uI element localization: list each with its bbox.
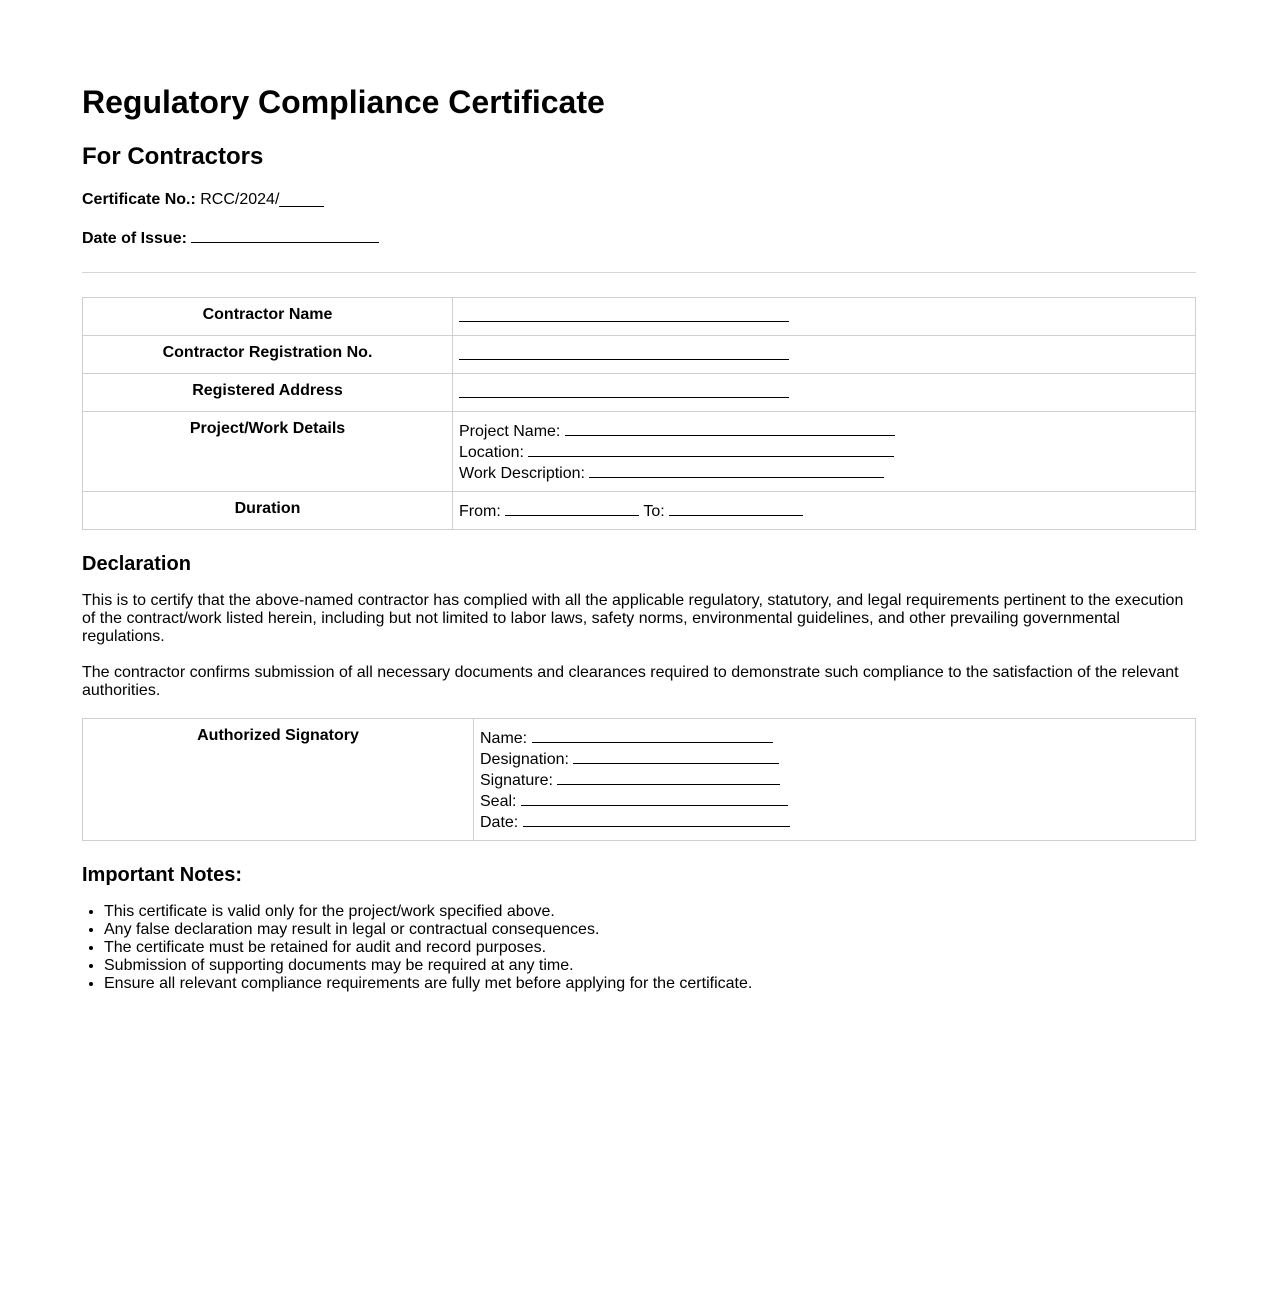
work-description-row — [459, 462, 1189, 483]
date-of-issue-blank[interactable] — [191, 227, 379, 243]
table-row — [83, 374, 1196, 412]
seal-row — [480, 790, 1189, 811]
registration-label: Contractor Registration No. — [83, 336, 453, 374]
location-row — [459, 441, 1189, 462]
contractor-details-table — [82, 297, 1196, 530]
contractor-name-label: Contractor Name — [83, 298, 453, 336]
project-name-label: Project Name: — [459, 423, 561, 440]
project-details-cell — [453, 412, 1196, 492]
address-label: Registered Address — [83, 374, 453, 412]
signatory-date-blank[interactable] — [523, 811, 790, 827]
certificate-number — [82, 191, 1196, 209]
signatory-name-blank[interactable] — [532, 727, 773, 743]
project-name-blank[interactable] — [565, 420, 895, 436]
signatory-date-row — [480, 811, 1189, 832]
date-of-issue — [82, 227, 1196, 248]
signature-blank[interactable] — [557, 769, 780, 785]
from-blank[interactable] — [505, 500, 639, 516]
contractor-name-blank[interactable] — [459, 306, 789, 322]
from-label: From: — [459, 503, 501, 520]
important-notes-list — [82, 903, 1196, 993]
registration-cell — [453, 336, 1196, 374]
list-item: • Ensure all relevant compliance requirements are fully met before applying for the certificate. — [104, 975, 1196, 993]
table-row — [83, 336, 1196, 374]
important-notes-heading: Important Notes: — [82, 864, 242, 886]
list-item: • Any false declaration may result in legal or contractual consequences. — [104, 921, 1196, 939]
table-row — [83, 492, 1196, 530]
table-row — [83, 719, 1196, 841]
designation-row — [480, 748, 1189, 769]
signatory-name-row — [480, 727, 1189, 748]
duration-cell — [453, 492, 1196, 530]
location-blank[interactable] — [528, 441, 894, 457]
divider — [82, 272, 1196, 273]
signatory-date-label: Date: — [480, 814, 519, 831]
work-description-blank[interactable] — [589, 462, 884, 478]
declaration-heading: Declaration — [82, 553, 191, 575]
contractor-name-cell — [453, 298, 1196, 336]
seal-blank[interactable] — [521, 790, 788, 806]
certificate-number-label: Certificate No.: — [82, 191, 196, 208]
signatory-name-label: Name: — [480, 730, 528, 747]
table-row — [83, 298, 1196, 336]
list-item: • This certificate is valid only for the project/work specified above. — [104, 903, 1196, 921]
page-title: Regulatory Compliance Certificate — [82, 84, 605, 120]
location-label: Location: — [459, 444, 524, 461]
certificate-number-value: RCC/2024/_____ — [200, 191, 324, 208]
list-item: • Submission of supporting documents may be required at any time. — [104, 957, 1196, 975]
address-blank[interactable] — [459, 382, 789, 398]
page-subtitle: For Contractors — [82, 143, 264, 170]
to-label: To: — [643, 503, 665, 520]
duration-label: Duration — [83, 492, 453, 530]
signature-row — [480, 769, 1189, 790]
declaration-paragraph: The contractor confirms submission of all necessary documents and clearances required to demonstrate such compliance to the satisfaction of the relevant authorities. — [82, 664, 1179, 699]
project-name-row — [459, 420, 1189, 441]
registration-blank[interactable] — [459, 344, 789, 360]
date-of-issue-label: Date of Issue: — [82, 230, 187, 247]
seal-label: Seal: — [480, 793, 517, 810]
authorized-signatory-label: Authorized Signatory — [83, 719, 474, 841]
designation-label: Designation: — [480, 751, 569, 768]
work-description-label: Work Description: — [459, 465, 585, 482]
address-cell — [453, 374, 1196, 412]
signatory-fields-cell — [474, 719, 1196, 841]
project-details-label: Project/Work Details — [83, 412, 453, 492]
signatory-table — [82, 718, 1196, 841]
designation-blank[interactable] — [573, 748, 779, 764]
to-blank[interactable] — [669, 500, 803, 516]
table-row — [83, 412, 1196, 492]
list-item: • The certificate must be retained for audit and record purposes. — [104, 939, 1196, 957]
declaration-paragraph: This is to certify that the above-named contractor has complied with all the applicable regulatory, statutory, and legal requirements pertinent to the execution of the contract/work listed herein, including but not limited to labor laws, safety norms, environmental guidelines, and other prevailing governmental regulations. — [82, 592, 1184, 645]
signature-label: Signature: — [480, 772, 553, 789]
